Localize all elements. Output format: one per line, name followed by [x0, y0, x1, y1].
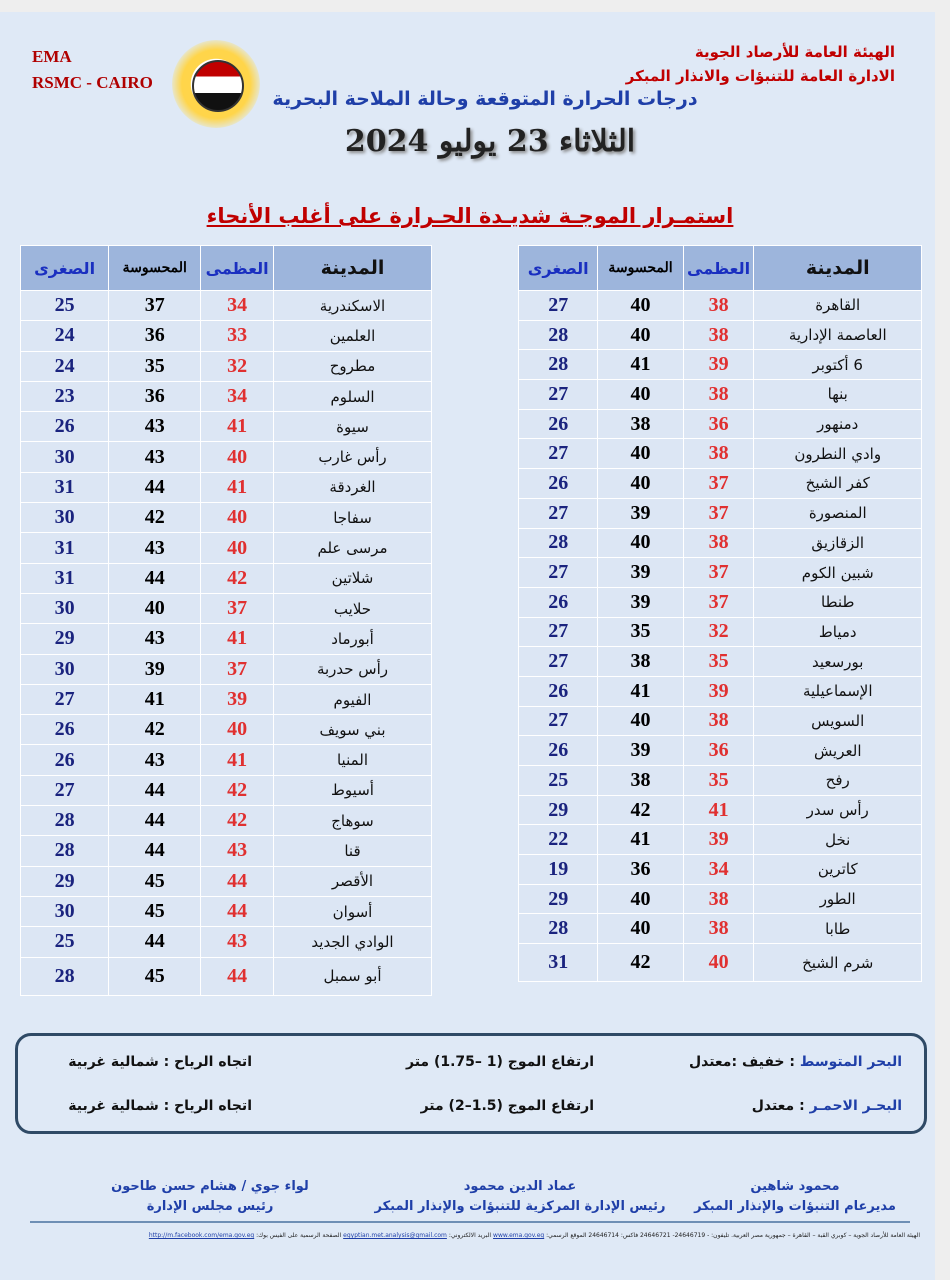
website-link[interactable]: www.ema.gov.eg — [493, 1232, 545, 1239]
cell-min: 31 — [21, 563, 109, 593]
cell-max: 32 — [683, 617, 754, 647]
cell-max: 39 — [201, 684, 274, 714]
cell-min: 27 — [519, 617, 598, 647]
cell-max: 42 — [201, 775, 274, 805]
cell-max: 44 — [201, 896, 274, 926]
cell-city: طنطا — [754, 587, 922, 617]
signature-role: مديرعام التنبؤات والإنذار المبكر — [694, 1199, 896, 1214]
cell-feels: 40 — [598, 320, 683, 350]
cell-city: شرم الشيخ — [754, 944, 922, 982]
cell-max: 38 — [683, 884, 754, 914]
table-row — [21, 533, 432, 563]
table-row — [519, 439, 922, 469]
cell-feels: 43 — [109, 442, 201, 472]
table-row — [519, 528, 922, 558]
table-row — [21, 563, 432, 593]
cell-min: 27 — [21, 684, 109, 714]
cell-city: العريش — [754, 736, 922, 766]
cell-max: 38 — [683, 528, 754, 558]
cell-max: 38 — [683, 439, 754, 469]
table-row — [519, 320, 922, 350]
cell-feels: 40 — [598, 914, 683, 944]
cell-feels: 42 — [598, 795, 683, 825]
cell-feels: 41 — [598, 350, 683, 380]
cell-feels: 38 — [598, 647, 683, 677]
cell-max: 35 — [683, 647, 754, 677]
cell-min: 27 — [21, 775, 109, 805]
table-row — [519, 498, 922, 528]
cell-min: 27 — [519, 291, 598, 321]
cell-city: الغردقة — [274, 472, 432, 502]
cell-city: دمياط — [754, 617, 922, 647]
cell-min: 25 — [21, 291, 109, 321]
cell-feels: 40 — [109, 593, 201, 623]
cell-city: القاهرة — [754, 291, 922, 321]
cell-min: 28 — [519, 320, 598, 350]
sea-row-red-sea — [18, 1098, 924, 1128]
cell-min: 28 — [519, 914, 598, 944]
cell-feels: 44 — [109, 806, 201, 836]
cell-max: 40 — [201, 533, 274, 563]
table-row — [519, 676, 922, 706]
cell-feels: 40 — [598, 380, 683, 410]
cell-city: رأس حدربة — [274, 654, 432, 684]
cell-city: المنصورة — [754, 498, 922, 528]
org-line-2: الادارة العامة للتنبؤات والانذار المبكر — [625, 67, 895, 85]
table-row — [21, 291, 432, 321]
cell-min: 28 — [519, 528, 598, 558]
cell-feels: 39 — [109, 654, 201, 684]
table-row — [21, 624, 432, 654]
cell-min: 27 — [519, 647, 598, 677]
table-row — [519, 825, 922, 855]
cell-max: 32 — [201, 351, 274, 381]
cell-max: 34 — [201, 381, 274, 411]
table-row — [21, 836, 432, 866]
table-row — [21, 321, 432, 351]
cell-city: حلايب — [274, 593, 432, 623]
cell-max: 38 — [683, 380, 754, 410]
cell-max: 33 — [201, 321, 274, 351]
table-row — [21, 593, 432, 623]
cell-min: 29 — [519, 795, 598, 825]
cell-city: وادي النطرون — [754, 439, 922, 469]
cell-max: 44 — [201, 866, 274, 896]
cell-min: 26 — [21, 412, 109, 442]
cell-min: 26 — [519, 736, 598, 766]
table-row — [519, 350, 922, 380]
cell-max: 40 — [201, 442, 274, 472]
cell-min: 27 — [519, 439, 598, 469]
cell-feels: 45 — [109, 866, 201, 896]
cell-max: 35 — [683, 766, 754, 796]
cell-min: 30 — [21, 896, 109, 926]
cell-max: 41 — [683, 795, 754, 825]
cell-feels: 39 — [598, 498, 683, 528]
signature-role: رئيس الإدارة المركزية للتنبؤات والإنذار المبكر — [374, 1199, 666, 1214]
footer-divider — [30, 1221, 910, 1223]
cell-feels: 44 — [109, 563, 201, 593]
cell-feels: 42 — [598, 944, 683, 982]
cell-feels: 43 — [109, 533, 201, 563]
table-row — [21, 715, 432, 745]
cell-min: 31 — [21, 533, 109, 563]
table-row — [519, 647, 922, 677]
cell-max: 43 — [201, 836, 274, 866]
cell-feels: 40 — [598, 528, 683, 558]
column-header-feels: المحسوسة — [598, 246, 683, 291]
cell-city: طابا — [754, 914, 922, 944]
cell-max: 34 — [201, 291, 274, 321]
cell-city: كفر الشيخ — [754, 469, 922, 499]
cell-feels: 39 — [598, 587, 683, 617]
cell-max: 38 — [683, 291, 754, 321]
cell-city: رفح — [754, 766, 922, 796]
email-link[interactable]: egyptian.met.analysis@gmail.com — [343, 1232, 447, 1239]
cell-city: الفيوم — [274, 684, 432, 714]
cell-max: 42 — [201, 563, 274, 593]
cell-max: 41 — [201, 412, 274, 442]
cell-min: 29 — [21, 866, 109, 896]
cell-min: 26 — [519, 587, 598, 617]
cell-feels: 42 — [109, 503, 201, 533]
cell-min: 29 — [519, 884, 598, 914]
ema-logo — [172, 40, 260, 128]
cell-max: 41 — [201, 472, 274, 502]
facebook-label: الصفحة الرسمية على الفيس بوك: — [256, 1232, 342, 1239]
cell-max: 38 — [683, 320, 754, 350]
cell-city: أبو سمبل — [274, 957, 432, 995]
headline: استمـرار الموجـة شديـدة الحـرارة على أغلب الأنحاء — [206, 204, 734, 228]
cell-city: بنها — [754, 380, 922, 410]
cell-max: 34 — [683, 855, 754, 885]
cell-city: بورسعيد — [754, 647, 922, 677]
column-header-min: الصغرى — [21, 246, 109, 291]
cell-city: سيوة — [274, 412, 432, 442]
cell-min: 27 — [519, 380, 598, 410]
cell-min: 30 — [21, 442, 109, 472]
table-row — [519, 795, 922, 825]
cell-feels: 44 — [109, 836, 201, 866]
cell-feels: 41 — [109, 684, 201, 714]
table-row — [21, 654, 432, 684]
sea-row-mediterranean — [18, 1054, 924, 1084]
cell-city: أبورماد — [274, 624, 432, 654]
wind-direction: اتجاه الرياح : شمالية غربية — [68, 1098, 252, 1114]
cell-max: 37 — [201, 654, 274, 684]
sea-label: البحر المتوسط — [799, 1054, 902, 1070]
table-row — [21, 866, 432, 896]
cell-city: الاسكندرية — [274, 291, 432, 321]
cell-feels: 40 — [598, 439, 683, 469]
cell-city: دمنهور — [754, 409, 922, 439]
cell-city: العلمين — [274, 321, 432, 351]
cell-max: 38 — [683, 914, 754, 944]
cell-min: 19 — [519, 855, 598, 885]
table-row — [519, 409, 922, 439]
cell-min: 27 — [519, 706, 598, 736]
cell-city: أسوان — [274, 896, 432, 926]
table-row — [21, 806, 432, 836]
cell-city: نخل — [754, 825, 922, 855]
column-header-max: العظمى — [201, 246, 274, 291]
cell-max: 41 — [201, 624, 274, 654]
table-row — [519, 617, 922, 647]
cell-feels: 45 — [109, 957, 201, 995]
table-row — [519, 944, 922, 982]
cell-feels: 37 — [109, 291, 201, 321]
column-header-max: العظمى — [683, 246, 754, 291]
cell-max: 39 — [683, 350, 754, 380]
table-row — [21, 957, 432, 995]
cell-feels: 35 — [109, 351, 201, 381]
forecast-page — [0, 12, 935, 1280]
cell-feels: 38 — [598, 766, 683, 796]
table-row — [21, 684, 432, 714]
cell-min: 31 — [519, 944, 598, 982]
cell-city: مرسى علم — [274, 533, 432, 563]
cell-max: 41 — [201, 745, 274, 775]
cell-min: 25 — [519, 766, 598, 796]
cell-max: 43 — [201, 927, 274, 957]
table-row — [21, 775, 432, 805]
cell-city: كاترين — [754, 855, 922, 885]
cell-min: 27 — [519, 498, 598, 528]
column-header-city: المدينة — [274, 246, 432, 291]
table-row — [21, 472, 432, 502]
table-row — [519, 706, 922, 736]
cell-max: 39 — [683, 676, 754, 706]
cell-max: 37 — [201, 593, 274, 623]
cell-min: 31 — [21, 472, 109, 502]
table-row — [519, 855, 922, 885]
table-row — [519, 587, 922, 617]
cell-city: أسيوط — [274, 775, 432, 805]
cell-city: شبين الكوم — [754, 558, 922, 588]
sea-state-box — [15, 1033, 927, 1134]
cell-city: شلاتين — [274, 563, 432, 593]
cell-feels: 40 — [598, 884, 683, 914]
cell-max: 36 — [683, 736, 754, 766]
table-row — [21, 412, 432, 442]
table-row — [519, 766, 922, 796]
cell-max: 39 — [683, 825, 754, 855]
wave-height: ارتفاع الموج (1.5–2) متر — [420, 1098, 594, 1114]
cell-min: 26 — [21, 715, 109, 745]
cell-feels: 41 — [598, 825, 683, 855]
cell-feels: 39 — [598, 558, 683, 588]
right-temperature-table — [518, 245, 922, 982]
column-header-feels: المحسوسة — [109, 246, 201, 291]
cell-city: الزقازيق — [754, 528, 922, 558]
cell-city: السويس — [754, 706, 922, 736]
table-row — [21, 745, 432, 775]
cell-feels: 40 — [598, 291, 683, 321]
cell-min: 22 — [519, 825, 598, 855]
ema-text: EMA — [32, 47, 72, 66]
table-row — [21, 896, 432, 926]
signature-name: لواء جوي / هشام حسن طاحون — [111, 1179, 309, 1194]
table-row — [21, 442, 432, 472]
cell-min: 30 — [21, 503, 109, 533]
cell-city: الإسماعيلية — [754, 676, 922, 706]
cell-max: 37 — [683, 558, 754, 588]
cell-feels: 38 — [598, 409, 683, 439]
column-header-city: المدينة — [754, 246, 922, 291]
signature-role: رئيس مجلس الإدارة — [146, 1199, 274, 1214]
cell-max: 44 — [201, 957, 274, 995]
cell-min: 30 — [21, 654, 109, 684]
cell-min: 28 — [21, 957, 109, 995]
cell-min: 28 — [21, 836, 109, 866]
cell-max: 37 — [683, 498, 754, 528]
cell-feels: 36 — [598, 855, 683, 885]
cell-max: 36 — [683, 409, 754, 439]
cell-city: 6 أكتوبر — [754, 350, 922, 380]
cell-max: 38 — [683, 706, 754, 736]
cell-city: الأقصر — [274, 866, 432, 896]
rsmc-text: RSMC - CAIRO — [32, 73, 153, 92]
cell-min: 26 — [519, 409, 598, 439]
table-row — [519, 736, 922, 766]
cell-max: 40 — [201, 715, 274, 745]
sea-state: : خفيف :معتدل — [688, 1054, 795, 1070]
cell-feels: 44 — [109, 927, 201, 957]
cell-city: رأس سدر — [754, 795, 922, 825]
cell-feels: 40 — [598, 469, 683, 499]
left-temperature-table — [20, 245, 432, 996]
table-row — [21, 927, 432, 957]
cell-min: 29 — [21, 624, 109, 654]
signature-2 — [370, 1177, 670, 1217]
cell-city: بني سويف — [274, 715, 432, 745]
cell-city: العاصمة الإدارية — [754, 320, 922, 350]
cell-feels: 36 — [109, 381, 201, 411]
table-header-row — [519, 246, 922, 291]
cell-feels: 43 — [109, 412, 201, 442]
cell-min: 26 — [519, 469, 598, 499]
table-row — [21, 381, 432, 411]
cell-max: 37 — [683, 469, 754, 499]
cell-max: 37 — [683, 587, 754, 617]
cell-min: 25 — [21, 927, 109, 957]
page-title: درجات الحرارة المتوقعة وحالة الملاحة البحرية — [272, 88, 698, 110]
cell-city: قنا — [274, 836, 432, 866]
footer-address: الهيئة العامة للأرصاد الجوية – كوبري القبة – القاهرة – جمهورية مصر العربية. تليفون: - 24646719- 24646721 فاكس: 24646714 الموقع الرسمي: — [546, 1232, 920, 1239]
table-row — [519, 884, 922, 914]
cell-feels: 39 — [598, 736, 683, 766]
cell-feels: 41 — [598, 676, 683, 706]
ema-label — [32, 44, 153, 96]
cell-min: 26 — [21, 745, 109, 775]
table-row — [519, 469, 922, 499]
cell-city: الطور — [754, 884, 922, 914]
signature-name: محمود شاهين — [750, 1179, 840, 1194]
signature-3 — [100, 1177, 320, 1217]
footer-contact — [40, 1232, 920, 1239]
cell-city: الوادي الجديد — [274, 927, 432, 957]
cell-max: 40 — [201, 503, 274, 533]
table-row — [21, 351, 432, 381]
sea-state: : معتدل — [751, 1098, 805, 1114]
cell-min: 28 — [519, 350, 598, 380]
cell-min: 24 — [21, 351, 109, 381]
cell-min: 24 — [21, 321, 109, 351]
org-line-1: الهيئة العامة للأرصاد الجوية — [694, 43, 895, 61]
cell-min: 23 — [21, 381, 109, 411]
table-row — [519, 558, 922, 588]
cell-city: مطروح — [274, 351, 432, 381]
forecast-date: الثلاثاء 23 يوليو 2024 — [344, 124, 636, 159]
table-header-row — [21, 246, 432, 291]
cell-city: رأس غارب — [274, 442, 432, 472]
email-label: البريد الالكتروني: — [448, 1232, 492, 1239]
table-row — [519, 291, 922, 321]
cell-feels: 44 — [109, 472, 201, 502]
cell-feels: 36 — [109, 321, 201, 351]
cell-feels: 40 — [598, 706, 683, 736]
cell-min: 28 — [21, 806, 109, 836]
cell-feels: 45 — [109, 896, 201, 926]
cell-city: المنيا — [274, 745, 432, 775]
table-row — [21, 503, 432, 533]
table-row — [519, 380, 922, 410]
cell-min: 26 — [519, 676, 598, 706]
cell-feels: 35 — [598, 617, 683, 647]
cell-city: السلوم — [274, 381, 432, 411]
wind-direction: اتجاه الرياح : شمالية غربية — [68, 1054, 252, 1070]
cell-feels: 44 — [109, 775, 201, 805]
cell-city: سوهاج — [274, 806, 432, 836]
organization-name — [626, 40, 895, 88]
cell-feels: 43 — [109, 624, 201, 654]
table-row — [519, 914, 922, 944]
sea-label: البحـر الاحمـر — [809, 1098, 902, 1114]
cell-max: 40 — [683, 944, 754, 982]
column-header-min: الصغرى — [519, 246, 598, 291]
cell-min: 27 — [519, 558, 598, 588]
facebook-link[interactable]: http://m.facebook.com/ema.gov.eg — [148, 1232, 255, 1239]
cell-city: سفاجا — [274, 503, 432, 533]
signature-1 — [675, 1177, 915, 1217]
cell-feels: 43 — [109, 745, 201, 775]
cell-feels: 42 — [109, 715, 201, 745]
cell-min: 30 — [21, 593, 109, 623]
wave-height: ارتفاع الموج (1 –1.75) متر — [405, 1054, 594, 1070]
signature-name: عماد الدين محمود — [463, 1179, 577, 1194]
cell-max: 42 — [201, 806, 274, 836]
